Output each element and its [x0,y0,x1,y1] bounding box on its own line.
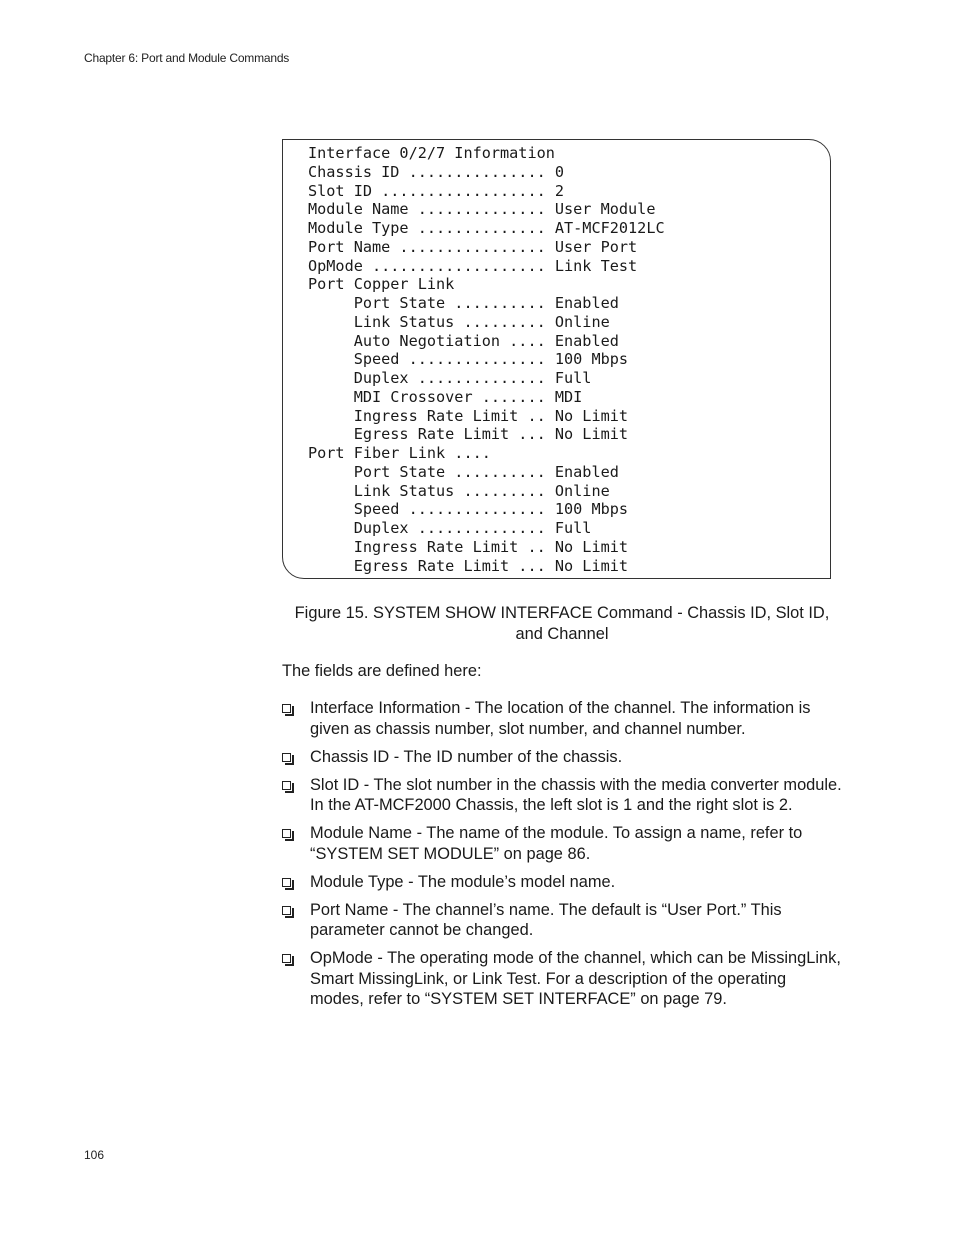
output-line: OpMode ................... Link Test [308,256,638,275]
list-item [282,872,842,893]
output-line: Auto Negotiation .... Enabled [308,331,619,350]
list-item-text: Interface Information - The location of the channel. The information is given as chassis number, slot number, and channel number. [310,699,811,738]
list-item [282,698,842,739]
list-item [282,823,842,864]
output-line: Ingress Rate Limit .. No Limit [308,537,629,556]
list-item-text: OpMode - The operating mode of the channel, which can be MissingLink, Smart MissingLink, or Link Test. For a description of the operating modes, refer to “SYSTEM SET INTERFACE” on page 79. [310,949,841,1008]
output-line: Link Status ......... Online [308,312,610,331]
output-line: Port Fiber Link .... [308,444,491,462]
output-line: Egress Rate Limit ... No Limit [308,556,629,575]
output-line: MDI Crossover ....... MDI [308,387,583,406]
output-line: Ingress Rate Limit .. No Limit [308,406,629,425]
list-item-text: Port Name - The channel’s name. The default is “User Port.” This parameter cannot be changed. [310,900,782,939]
figure-caption-line: and Channel [515,624,609,643]
checkbox-bullet-icon [282,753,291,762]
output-line: Interface 0/2/7 Information [308,144,555,162]
output-line: Link Status ......... Online [308,481,610,500]
list-item [282,775,842,816]
output-line: Port Copper Link [308,275,455,294]
list-item-text: Module Name - The name of the module. To assign a name, refer to “SYSTEM SET MODULE” on page 86. [310,824,803,863]
output-line: Module Type .............. AT-MCF2012LC [308,219,665,237]
output-line: Slot ID .................. 2 [308,181,565,200]
list-item-text: Module Type - The module’s model name. [310,872,616,891]
list-item [282,900,842,941]
output-line: Port Name ................ User Port [308,237,638,256]
output-line: Duplex .............. Full [308,369,592,387]
page-number: 106 [84,1148,105,1162]
list-item [282,948,842,1010]
output-line: Module Name .............. User Module [308,200,656,219]
intro-paragraph: The fields are defined here: [282,662,482,680]
output-line: Port State .......... Enabled [308,294,619,312]
output-line: Chassis ID ............... 0 [308,162,565,181]
checkbox-bullet-icon [282,878,291,887]
figure-caption-line: Figure 15. SYSTEM SHOW INTERFACE Command - Chassis ID, Slot ID, [294,604,830,622]
output-line: Duplex .............. Full [308,519,592,537]
field-definition-list [282,698,842,1017]
output-line: Port State .......... Enabled [308,462,619,481]
output-line: Egress Rate Limit ... No Limit [308,425,629,444]
checkbox-bullet-icon [282,906,291,915]
list-item-text: Chassis ID - The ID number of the chassis. [310,747,623,766]
checkbox-bullet-icon [282,704,291,713]
checkbox-bullet-icon [282,954,291,963]
checkbox-bullet-icon [282,829,291,838]
figure-caption [282,603,842,644]
output-line: Speed ............... 100 Mbps [308,350,629,369]
running-head: Chapter 6: Port and Module Commands [84,51,290,65]
list-item-text: Slot ID - The slot number in the chassis with the media converter module. In the AT-MCF2000 Chassis, the left slot is 1 and the right slot is 2. [310,775,842,814]
output-line: Speed ............... 100 Mbps [308,500,629,519]
checkbox-bullet-icon [282,781,291,790]
command-output [308,144,665,575]
list-item [282,747,842,768]
